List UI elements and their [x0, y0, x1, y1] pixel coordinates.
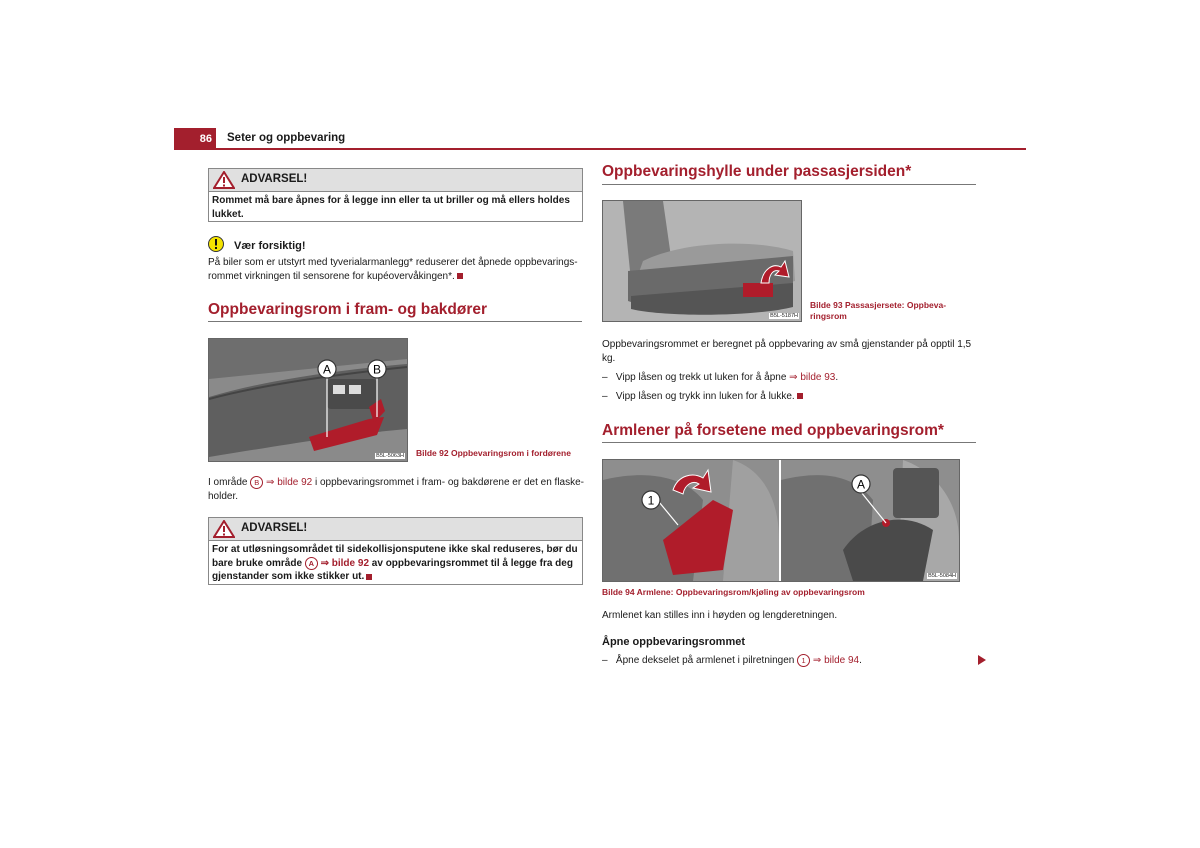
heading-passenger-shelf: Oppbevaringshylle under passasjersiden* — [602, 163, 912, 180]
warning-triangle-icon — [213, 520, 235, 538]
armrest-paragraph: Armlenet kan stilles inn i høyden og lengderetningen. — [602, 610, 838, 621]
shelf-paragraph: Oppbevaringsrommet er beregnet på oppbevaring av små gjenstander på opptil 1,5 kg. — [602, 339, 972, 364]
warning-header — [209, 169, 582, 192]
figure-code: B5L-5187H — [770, 313, 798, 319]
figure-marker-a: A — [322, 362, 332, 377]
warning-title: ADVARSEL! — [241, 522, 308, 534]
figure-94-armrest — [602, 459, 960, 582]
marker-b: B — [250, 476, 263, 489]
figure-code: B5L-5084H — [928, 573, 956, 579]
page-number: 86 — [174, 128, 216, 150]
continue-arrow-icon — [978, 655, 986, 668]
link-figure-92[interactable]: ⇒ bilde 92 — [320, 557, 370, 569]
bullet-close-shelf: – Vipp låsen og trykk inn luken for å lukke. — [602, 390, 976, 404]
warning-header — [209, 518, 582, 541]
figure-marker-a: A — [856, 477, 866, 492]
warning-box-2 — [208, 517, 583, 585]
end-mark — [797, 393, 803, 399]
marker-1: 1 — [797, 654, 810, 667]
heading-rule — [208, 321, 582, 322]
caution-title: Vær forsiktig! — [234, 240, 306, 252]
figure-92-caption: Bilde 92 Oppbevaringsrom i fordørene — [416, 448, 571, 458]
heading-rule — [602, 184, 976, 185]
heading-armrest: Armlener på forsetene med oppbevaringsrom* — [602, 422, 944, 439]
figure-marker-1: 1 — [647, 493, 655, 508]
link-figure-94[interactable]: ⇒ bilde 94 — [812, 655, 860, 667]
figure-code: B5L-5063H — [376, 453, 404, 459]
end-mark — [366, 574, 372, 580]
link-figure-92[interactable]: ⇒ bilde 92 — [266, 477, 313, 489]
caution-icon — [208, 236, 224, 255]
header-rule — [216, 148, 1026, 150]
warning-box-1 — [208, 168, 583, 222]
figure-93-seat-storage — [602, 200, 802, 322]
link-figure-93[interactable]: ⇒ bilde 93 — [789, 372, 836, 383]
figure-marker-b: B — [372, 362, 382, 377]
bullet-open-armrest: – Åpne dekselet på armlenet i pilretningen 1 ⇒ bilde 94. — [602, 655, 862, 667]
door-storage-paragraph: I område B ⇒ bilde 92 i oppbevaringsrommet i fram- og bakdørene er det en flaske- holder. — [208, 477, 585, 502]
figure-93-caption: Bilde 93 Passasjersete: Oppbeva- ringsrom — [810, 300, 947, 321]
warning-text: For at utløsningsområdet til sidekollisjonsputene ikke skal reduseres, bør du bare bruke område A ⇒ bilde 92 av oppbevaringsrommet til å legge fra deg gjenstander som ikke stikker ut. — [212, 544, 578, 583]
caution-text: På biler som er utstyrt med tyverialarmanlegg* reduserer det åpnede oppbevarings- rommet virkningen til sensorene for kupéovervåkingen*. — [208, 257, 578, 282]
warning-text: Rommet må bare åpnes for å legge inn eller ta ut briller og må ellers holdes lukket. — [212, 195, 570, 220]
warning-title: ADVARSEL! — [241, 173, 308, 185]
figure-94-caption: Bilde 94 Armlene: Oppbevaringsrom/kjøling av oppbevaringsrom — [602, 587, 865, 597]
heading-rule — [602, 442, 976, 443]
warning-triangle-icon — [213, 171, 235, 189]
end-mark — [457, 273, 463, 279]
subheading-open-storage: Åpne oppbevaringsrommet — [602, 636, 746, 648]
bullet-open-shelf: – Vipp låsen og trekk ut luken for å åpne ⇒ bilde 93. — [602, 372, 839, 383]
section-title: Seter og oppbevaring — [227, 132, 346, 144]
marker-a: A — [305, 557, 318, 570]
heading-door-storage: Oppbevaringsrom i fram- og bakdører — [208, 301, 488, 318]
figure-92-door-storage — [208, 338, 408, 462]
